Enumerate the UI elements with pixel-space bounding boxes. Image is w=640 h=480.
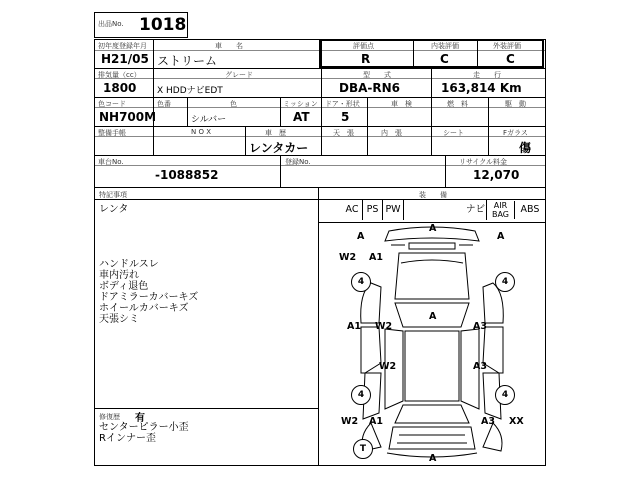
lot-number: 1018 <box>139 15 187 35</box>
damage-left-a1: A1 <box>347 321 361 332</box>
note-item: ドアミラーカバーキズ <box>99 292 199 303</box>
maintenance-label: 整備手帳 <box>98 129 126 137</box>
color-code: NH700M <box>99 110 157 124</box>
note-item: 天張シミ <box>99 314 139 325</box>
damage-left-w2: W2 <box>375 321 393 332</box>
tire-marker: T <box>353 439 373 459</box>
damage-rear-xx: XX <box>509 416 524 427</box>
evaluation-frame <box>319 39 544 68</box>
damage-fender-w2: W2 <box>339 252 357 263</box>
equipment-item: PW <box>383 200 404 220</box>
interior-trim-label: 内 張 <box>381 129 402 137</box>
equipment-header: 装 備 <box>419 191 447 199</box>
car-name-label: 車 名 <box>215 42 243 50</box>
repair-line: センターピラー小歪 <box>99 422 189 433</box>
glass: 傷 <box>519 141 532 155</box>
score: R <box>361 52 371 66</box>
color-no-label: 色番 <box>157 100 171 108</box>
damage-rear-right-a3: A3 <box>481 416 495 427</box>
score-label: 評価点 <box>353 42 374 50</box>
lot-box <box>94 12 188 38</box>
grade-label: グレード <box>225 71 253 79</box>
note-item: ホイールカバーキズ <box>99 303 189 314</box>
equipment-item: ABS <box>520 204 540 215</box>
color-code-label: 色コード <box>98 100 126 108</box>
note-item: 車内汚れ <box>99 270 139 281</box>
car-name: ストリーム <box>157 54 218 68</box>
equipment-item: AIR BAG <box>487 201 515 219</box>
interior-score: C <box>440 52 449 66</box>
nox-label: N O X <box>191 128 211 136</box>
damage-right-a3: A3 <box>473 321 487 332</box>
damage-front-left: A <box>357 231 365 242</box>
model-label: 型 式 <box>363 71 391 79</box>
roof-label: 天 張 <box>333 129 354 137</box>
history: レンタカー <box>249 141 309 155</box>
notes-header: 特記事項 <box>99 191 127 199</box>
grade: X HDDナビEDT <box>157 86 223 96</box>
mission-label: ミッション <box>283 100 318 108</box>
note-item: ハンドルスレ <box>99 259 159 270</box>
mileage-label: 走 行 <box>473 71 501 79</box>
equipment-item: AC <box>342 200 363 220</box>
equipment-row <box>319 200 545 223</box>
fuel-label: 燃 料 <box>447 100 468 108</box>
exterior-score-label: 外装評価 <box>493 42 521 50</box>
glass-label: Fガラス <box>503 129 528 137</box>
repair-label: 修復歴 <box>99 413 120 421</box>
seat-label: シート <box>443 129 464 137</box>
inspection-label: 車 検 <box>391 100 412 108</box>
recycle-label: リサイクル料金 <box>459 158 508 166</box>
wheel-front-right: 4 <box>495 272 515 292</box>
color-label: 色 <box>230 100 237 108</box>
equipment-item: ナビ <box>465 200 487 220</box>
damage-rear-bottom: A <box>429 453 437 464</box>
doors: 5 <box>341 110 350 124</box>
exterior-score: C <box>506 52 515 66</box>
damage-right-mid-a3: A3 <box>473 361 487 372</box>
history-label: 車 歴 <box>265 129 286 137</box>
damage-left-mid-w2: W2 <box>379 361 397 372</box>
note-item: ボディ退色 <box>99 281 149 292</box>
repair-value: 有 <box>135 413 145 424</box>
wheel-front-left: 4 <box>351 272 371 292</box>
interior-score-label: 内装評価 <box>431 42 459 50</box>
damage-rear-w2: W2 <box>341 416 359 427</box>
year-label: 初年度登録年月 <box>98 42 147 50</box>
recycle-fee: 12,070 <box>473 168 520 182</box>
damage-roof: A <box>429 311 437 322</box>
damage-top: A <box>429 223 437 234</box>
wheel-rear-left: 4 <box>351 385 371 405</box>
repair-line: Rインナー歪 <box>99 433 156 444</box>
notes-line: レンタ <box>99 204 129 215</box>
mileage: 163,814 Km <box>441 81 522 95</box>
lot-label: 出品No. <box>98 20 124 28</box>
equipment-panel <box>318 187 546 466</box>
damage-fender-a1: A1 <box>369 252 383 263</box>
mission: AT <box>293 110 310 124</box>
registration-label: 登録No. <box>285 158 311 166</box>
notes-panel <box>94 187 319 466</box>
damage-front-right: A <box>497 231 505 242</box>
color: シルバー <box>191 115 227 125</box>
first-registration: H21/05 <box>101 52 149 66</box>
displacement: 1800 <box>103 81 137 95</box>
doors-label: ドア・形状 <box>325 100 360 108</box>
wheel-rear-right: 4 <box>495 385 515 405</box>
chassis-label: 車台No. <box>98 158 124 166</box>
model-code: DBA-RN6 <box>339 81 401 95</box>
drive-label: 駆 動 <box>505 100 526 108</box>
chassis-number: -1088852 <box>155 168 219 182</box>
equipment-item: PS <box>363 200 383 220</box>
damage-rear-a1: A1 <box>369 416 383 427</box>
displacement-label: 排気量（cc） <box>98 71 141 79</box>
